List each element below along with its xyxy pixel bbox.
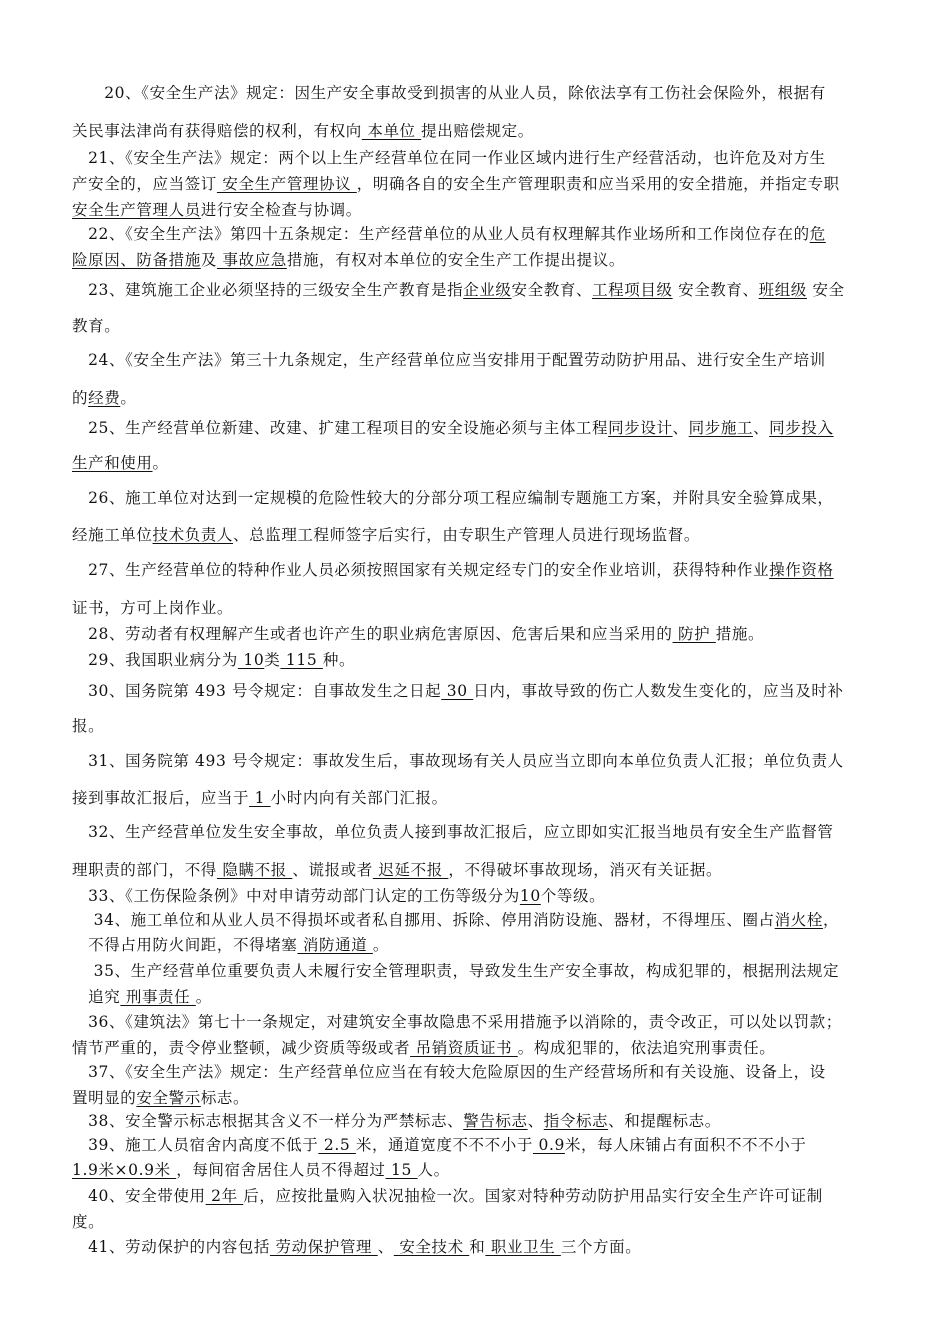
text-segment: 36、《建筑法》第七十一条规定，对建筑安全事故隐患不采用措施予以消除的，责令改正，可以处以罚款； — [72, 1013, 842, 1031]
answer-blank: 同步施工 — [688, 419, 754, 437]
answer-blank: 防护 — [672, 625, 716, 643]
text-line — [72, 709, 880, 744]
text-line — [72, 446, 880, 481]
item-34 — [72, 908, 880, 958]
text-segment: 、 — [527, 1112, 544, 1130]
text-line — [72, 1108, 880, 1134]
answer-blank: 同步设计 — [608, 419, 673, 437]
answer-blank: 企业级 — [463, 281, 512, 299]
text-segment: 24、《安全生产法》第三十九条规定，生产经营单位应当安排用于配置劳动防护用品、进行安全生产培训 — [72, 351, 826, 369]
text-segment: 、和提醒标志。 — [608, 1112, 721, 1130]
answer-blank: 职业卫生 — [485, 1238, 561, 1256]
text-segment: 。构成犯罪的，依法追究刑事责任。 — [517, 1039, 776, 1057]
answer-blank: 吊销资质证书 — [410, 1039, 518, 1057]
text-line — [72, 74, 880, 112]
text-segment: 及 — [200, 251, 217, 269]
text-segment: 30、国务院第 493 号令规定：自事故发生之日起 — [72, 682, 442, 700]
text-line — [72, 411, 880, 446]
text-segment: 接到事故汇报后，应当于 — [72, 789, 250, 807]
text-segment: 。 — [195, 988, 212, 1006]
text-segment: 37、《安全生产法》规定：生产经营单位应当在有较大危险原因的生产经营场所和有关设施、设备上，设 — [72, 1063, 826, 1081]
text-segment: 种。 — [322, 651, 356, 669]
text-segment: 39、施工人员宿舍内高度不低于 — [72, 1136, 319, 1154]
text-line — [72, 1209, 880, 1235]
answer-blank: 2.5 — [318, 1136, 356, 1154]
text-segment: 米，每人床铺占有面积不不不小于 — [564, 1136, 807, 1154]
answer-blank: 1.9米×0.9米 — [72, 1161, 177, 1179]
answer-blank: 同步投入 — [769, 419, 834, 437]
item-25 — [72, 411, 880, 481]
text-segment: 度。 — [72, 1213, 105, 1231]
text-line — [72, 813, 880, 851]
item-32 — [72, 813, 880, 889]
text-line — [72, 517, 880, 554]
text-line — [72, 958, 880, 984]
text-segment: 产安全的，应当签订 — [72, 175, 217, 193]
answer-blank: 10 — [237, 651, 265, 669]
text-segment: 33、《工伤保险条例》中对申请劳动部门认定的工伤等级分为 — [72, 887, 520, 905]
item-27 — [72, 551, 880, 627]
text-segment: 置明显的 — [72, 1089, 137, 1107]
text-line — [72, 247, 880, 273]
text-line — [72, 171, 880, 197]
text-line — [72, 883, 880, 909]
text-segment: ，不得破坏事故现场，消灭有关证据。 — [448, 861, 723, 879]
text-line — [72, 341, 880, 379]
answer-blank: 本单位 — [361, 122, 422, 140]
text-segment: 、 — [672, 419, 689, 437]
answer-blank: 险原因、防备措施 — [72, 251, 201, 269]
text-line — [72, 984, 880, 1010]
text-line — [72, 197, 880, 223]
text-segment: 、 — [377, 1238, 394, 1256]
text-segment: 40、安全带使用 — [72, 1187, 206, 1205]
text-segment: 人。 — [417, 1161, 450, 1179]
text-segment: 日内，事故导致的伤亡人数发生变化的，应当及时补 — [473, 682, 844, 700]
item-36 — [72, 1009, 880, 1061]
item-41 — [72, 1234, 880, 1260]
text-segment: 32、生产经营单位发生安全事故，单位负责人接到事故汇报后，应立即如实汇报当地员有安全生产监督管 — [72, 823, 834, 841]
answer-blank: 隐瞒不报 — [216, 861, 293, 879]
text-segment: 理职责的部门，不得 — [72, 861, 217, 879]
answer-blank: 迟延不报 — [372, 861, 449, 879]
answer-blank: 115 — [280, 651, 323, 669]
item-35 — [72, 958, 880, 1010]
text-segment: 的 — [72, 389, 89, 407]
answer-blank: 30 — [441, 682, 474, 700]
item-20 — [72, 74, 880, 150]
answer-blank: 消防通道 — [297, 936, 373, 954]
text-segment: 个等级。 — [540, 887, 606, 905]
item-39 — [72, 1133, 880, 1183]
text-segment: 34、施工单位和从业人员不得损坏或者私自挪用、拆除、停用消防设施、器材，不得埋压、圈占 — [72, 911, 775, 929]
answer-blank: 班组级 — [758, 281, 807, 299]
text-line — [72, 622, 880, 646]
text-line — [72, 1009, 880, 1035]
text-segment: 安全教育、 — [672, 281, 759, 299]
text-segment: 、谎报或者 — [292, 861, 373, 879]
answer-blank: 工程项目级 — [592, 281, 673, 299]
text-segment: 米，通道宽度不不不小于 — [355, 1136, 533, 1154]
answer-blank: 刑事责任 — [120, 988, 196, 1006]
text-segment: ，明确各自的安全生产管理职责和应当采用的安全措施，并指定专职 — [356, 175, 840, 193]
text-segment: 31、国务院第 493 号令规定：事故发生后，事故现场有关人员应当立即向本单位负责人汇报；单位负责人 — [72, 752, 844, 770]
text-segment: 。 — [152, 454, 169, 472]
text-segment: 28、劳动者有权理解产生或者也许产生的职业病危害原因、危害后果和应当采用的 — [72, 625, 673, 643]
answer-blank: 15 — [385, 1161, 418, 1179]
item-37 — [72, 1059, 880, 1111]
answer-blank: 劳动保护管理 — [270, 1238, 378, 1256]
text-segment: 、 — [753, 419, 770, 437]
item-26 — [72, 480, 880, 554]
text-segment: 29、我国职业病分为 — [72, 651, 238, 669]
text-line — [72, 780, 880, 817]
text-segment: 20、《安全生产法》规定：因生产安全事故受到损害的从业人员，除依法享有工伤社会保险外，根据有 — [72, 84, 826, 102]
answer-blank: 10 — [519, 887, 541, 905]
answer-blank: 2年 — [205, 1187, 244, 1205]
text-line — [72, 480, 880, 517]
item-30 — [72, 674, 880, 744]
answer-blank: 安全技术 — [393, 1238, 470, 1256]
text-segment: 证书，方可上岗作业。 — [72, 599, 234, 617]
text-segment: 措施，有权对本单位的安全生产工作提出提议。 — [286, 251, 625, 269]
text-segment: 教育。 — [72, 317, 121, 335]
answer-blank: 生产和使用 — [72, 454, 153, 472]
answer-blank: 安全生产管理协议 — [216, 175, 357, 193]
text-segment: 38、安全警示标志根据其含义不一样分为严禁标志、 — [72, 1112, 464, 1130]
text-segment: 。 — [372, 936, 389, 954]
answer-blank: 技术负责人 — [152, 526, 234, 544]
item-31 — [72, 743, 880, 817]
item-24 — [72, 341, 880, 417]
text-line — [72, 648, 880, 672]
text-line — [72, 551, 880, 589]
item-28 — [72, 622, 880, 646]
text-segment: 21、《安全生产法》规定：两个以上生产经营单位在同一作业区域内进行生产经营活动，也许危及对方生 — [72, 149, 826, 167]
text-segment: 安全 — [806, 281, 845, 299]
answer-blank: 安全警示 — [136, 1089, 201, 1107]
text-segment: 和 — [469, 1238, 486, 1256]
text-line — [72, 1158, 880, 1183]
text-segment: 措施。 — [715, 625, 765, 643]
text-segment: 报。 — [72, 717, 105, 735]
text-segment: 提出赔偿规定。 — [421, 122, 534, 140]
text-segment: 后，应按批量购入状况抽检一次。国家对特种劳动防护用品实行安全生产许可证制 — [243, 1187, 823, 1205]
text-segment: 不得占用防火间距，不得堵塞 — [72, 936, 298, 954]
text-segment: 三个方面。 — [560, 1238, 642, 1256]
answer-blank: 安全生产管理人员 — [72, 201, 201, 219]
text-segment: 26、施工单位对达到一定规模的危险性较大的分部分项工程应编制专题施工方案，并附具安全验算成果， — [72, 489, 834, 507]
answer-blank: 事故应急 — [216, 251, 287, 269]
item-40 — [72, 1183, 880, 1235]
text-segment: 追究 — [72, 988, 121, 1006]
text-segment: 进行安全检查与协调。 — [200, 201, 362, 219]
text-line — [72, 933, 880, 958]
text-segment: 27、生产经营单位的特种作业人员必须按照国家有关规定经专门的安全作业培训，获得特种作业 — [72, 561, 770, 579]
text-segment: 35、生产经营单位重要负责人未履行安全管理职责，导致发生生产安全事故，构成犯罪的，根据刑法规定 — [72, 962, 840, 980]
text-segment: 25、生产经营单位新建、改建、扩建工程项目的安全设施必须与主体工程 — [72, 419, 609, 437]
text-segment: ， — [822, 911, 840, 929]
text-line — [72, 674, 880, 709]
text-segment: 安全教育、 — [511, 281, 593, 299]
text-segment: 类 — [264, 651, 281, 669]
answer-blank: 操作资格 — [769, 561, 834, 579]
text-segment: 41、劳动保护的内容包括 — [72, 1238, 271, 1256]
text-line — [72, 221, 880, 247]
text-line — [72, 1133, 880, 1158]
answer-blank: 指令标志 — [543, 1112, 609, 1130]
text-line — [72, 308, 880, 344]
text-line — [72, 743, 880, 780]
text-segment: 、总监理工程师签字后实行，由专职生产管理人员进行现场监督。 — [233, 526, 700, 544]
answer-blank: 1 — [249, 789, 271, 807]
answer-blank: 警告标志 — [463, 1112, 528, 1130]
answer-blank: 经费 — [88, 389, 121, 407]
text-segment: ，每间宿舍居住人员不得超过 — [176, 1161, 386, 1179]
item-38 — [72, 1108, 880, 1134]
text-line — [72, 1183, 880, 1209]
text-segment: 关民事法津尚有获得赔偿的权利，有权向 — [72, 122, 362, 140]
text-segment: 小时内向有关部门汇报。 — [270, 789, 448, 807]
answer-blank: 0.9 — [532, 1136, 565, 1154]
text-segment: 经施工单位 — [72, 526, 153, 544]
text-segment: 。 — [120, 389, 137, 407]
answer-blank: 危 — [809, 225, 826, 243]
item-33 — [72, 883, 880, 909]
item-21 — [72, 145, 880, 223]
text-segment: 标志。 — [200, 1089, 250, 1107]
item-23 — [72, 272, 880, 344]
text-line — [72, 908, 880, 933]
answer-blank: 消火栓 — [774, 911, 823, 929]
text-line — [72, 1059, 880, 1085]
item-29 — [72, 648, 880, 672]
text-line — [72, 272, 880, 308]
text-line — [72, 1234, 880, 1260]
text-segment: 23、建筑施工企业必须坚持的三级安全生产教育是指 — [72, 281, 464, 299]
text-line — [72, 1035, 880, 1061]
text-segment: 情节严重的，责令停业整顿，减少资质等级或者 — [72, 1039, 411, 1057]
text-line — [72, 145, 880, 171]
item-22 — [72, 221, 880, 273]
text-segment: 22、《安全生产法》第四十五条规定：生产经营单位的从业人员有权理解其作业场所和工作岗位存在的 — [72, 225, 810, 243]
